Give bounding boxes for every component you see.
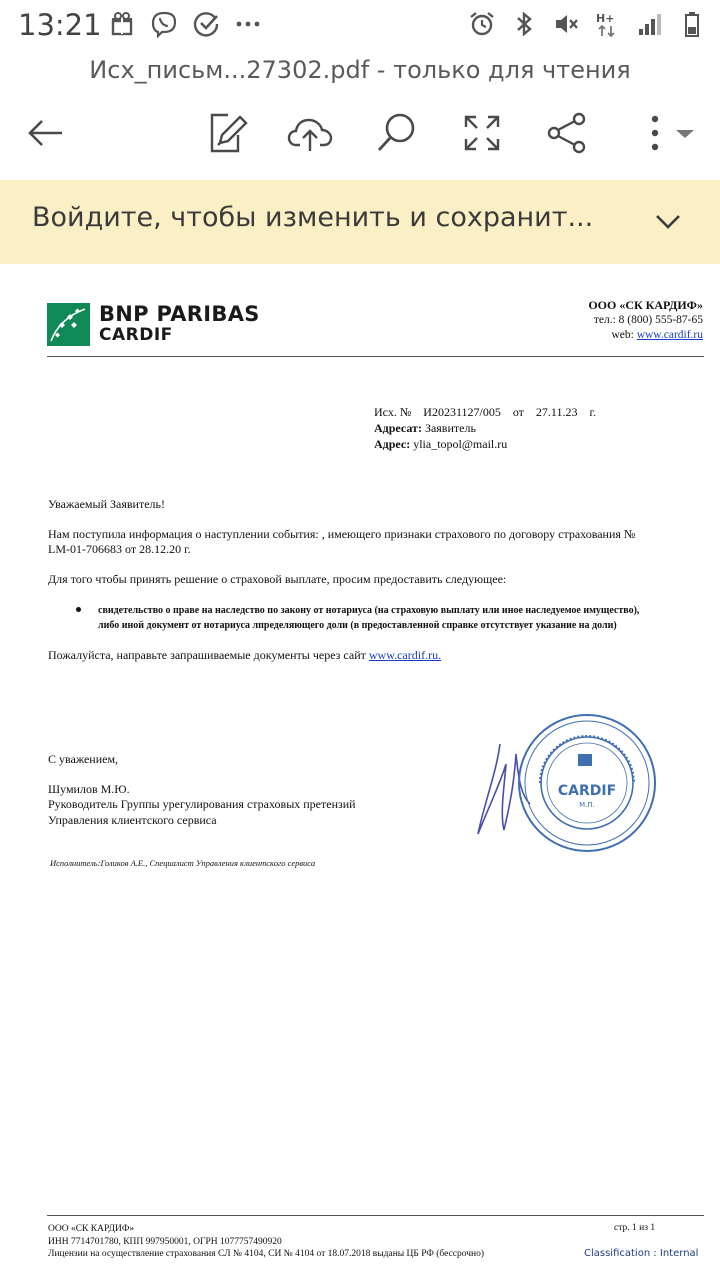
pdf-page[interactable] [0, 264, 720, 1280]
page-number: стр. 1 из 1 [614, 1223, 656, 1233]
classification-label: Classification : Internal [584, 1248, 699, 1259]
fullscreen-button[interactable] [458, 109, 506, 157]
addressee-value: Заявитель [421, 421, 476, 435]
paragraph-2: Для того чтобы принять решение о страховой выплате, просим предоставить следующее: [48, 572, 507, 586]
address [374, 436, 596, 452]
more-vert-icon [639, 111, 699, 155]
greeting: Уважаемый Заявитель! [48, 497, 165, 511]
stamp-center-text: CARDIF [557, 783, 617, 799]
toolbar [0, 95, 720, 175]
bnp-logo-icon [47, 303, 90, 346]
share-icon [545, 111, 589, 155]
back-button[interactable] [22, 109, 70, 157]
viber-icon [150, 10, 178, 38]
web-link[interactable]: www.cardif.ru [636, 329, 703, 341]
paragraph-3-text: Пожалуйста, направьте запрашиваемые документы через сайт [48, 648, 369, 662]
share-button[interactable] [543, 109, 591, 157]
company-stamp [516, 712, 658, 859]
gift-icon [108, 10, 136, 38]
footer-line3: Лицензии на осуществление страхования СЛ № 4104, СИ № 4104 от 18.07.2018 выданы ЦБ РФ (бессрочно) [48, 1249, 485, 1259]
bullet-item [98, 603, 706, 633]
company-name: ООО «СК КАРДИФ» [588, 298, 703, 312]
executor-line: Исполнитель:Голиков А.Е., Специалист Управления клиентского сервиса [50, 858, 316, 868]
footer-block [48, 1223, 484, 1261]
company-phone: тел.: 8 (800) 555-87-65 [593, 314, 703, 326]
network-label: H+ [596, 12, 615, 25]
bullet-dot [76, 607, 81, 612]
status-bar [0, 0, 720, 50]
footer-line1: ООО «СК КАРДИФ» [48, 1224, 135, 1234]
footer-divider [47, 1215, 704, 1216]
closing: С уважением, [48, 752, 119, 766]
signer-name: Шумилов М.Ю. [48, 782, 130, 796]
back-arrow-icon [24, 111, 68, 155]
signer-title-2: Управления клиентского сервиса [48, 813, 217, 827]
company-block [588, 298, 703, 343]
status-right-icons [468, 10, 706, 38]
address-value: ylia_topol@mail.ru [410, 437, 508, 451]
addressee [374, 420, 596, 436]
paragraph-1-line1: Нам поступила информация о наступлении события: , имеющего признаки страхового по договору страхования № [48, 527, 636, 541]
signin-banner[interactable] [0, 180, 720, 264]
signal-icon [636, 10, 664, 38]
web-label: web: [611, 329, 637, 341]
bullet-line2: либо иной документ от нотариуса лпределяющего доли (в предоставленной справке отсутствует указание на доли) [98, 620, 617, 631]
upload-button[interactable] [286, 109, 334, 157]
fullscreen-icon [462, 113, 502, 153]
addressee-label: Адресат: [374, 421, 422, 435]
mute-icon [552, 10, 580, 38]
search-button[interactable] [372, 109, 420, 157]
status-left-icons [108, 10, 262, 38]
more-options-button[interactable] [638, 109, 700, 157]
bullet-line1: свидетельство о праве на наследство по закону от нотариуса (на страховую выплату или иное наследуемое имущество), [98, 605, 640, 616]
company-web [588, 328, 703, 343]
cardif-link[interactable]: www.cardif.ru. [368, 648, 442, 662]
edit-button[interactable] [202, 109, 250, 157]
stamp-sub-text: М.П. [579, 801, 595, 809]
banner-text: Войдите, чтобы изменить и сохранит... [32, 202, 594, 233]
alarm-icon [468, 10, 496, 38]
chevron-down-icon[interactable] [652, 206, 684, 238]
logo-text-line1: BNP PARIBAS [99, 302, 260, 326]
logo-text-line2: CARDIF [99, 325, 173, 345]
more-dots-icon [234, 10, 262, 38]
bluetooth-icon [510, 10, 538, 38]
letter-meta [374, 404, 596, 452]
check-circle-icon [192, 10, 220, 38]
paragraph-1-line2: LM-01-706683 от 28.12.20 г. [48, 542, 191, 556]
status-time: 13:21 [18, 8, 102, 42]
search-icon [374, 111, 418, 155]
outgoing-number: Исх. № И20231127/005 от 27.11.23 г. [374, 405, 597, 419]
header-divider [47, 356, 704, 357]
footer-line2: ИНН 7714701780, КПП 997950001, ОГРН 1077757490920 [48, 1236, 282, 1247]
document-title: Исх_письм...27302.pdf - только для чтения [89, 56, 631, 84]
network-hplus-icon [594, 10, 622, 38]
cloud-upload-icon [286, 111, 334, 155]
battery-icon [678, 10, 706, 38]
edit-icon [204, 111, 248, 155]
paragraph-3 [48, 648, 708, 664]
address-label: Адрес: [374, 437, 411, 451]
signer-title-1: Руководитель Группы урегулирования страховых претензий [48, 797, 356, 811]
